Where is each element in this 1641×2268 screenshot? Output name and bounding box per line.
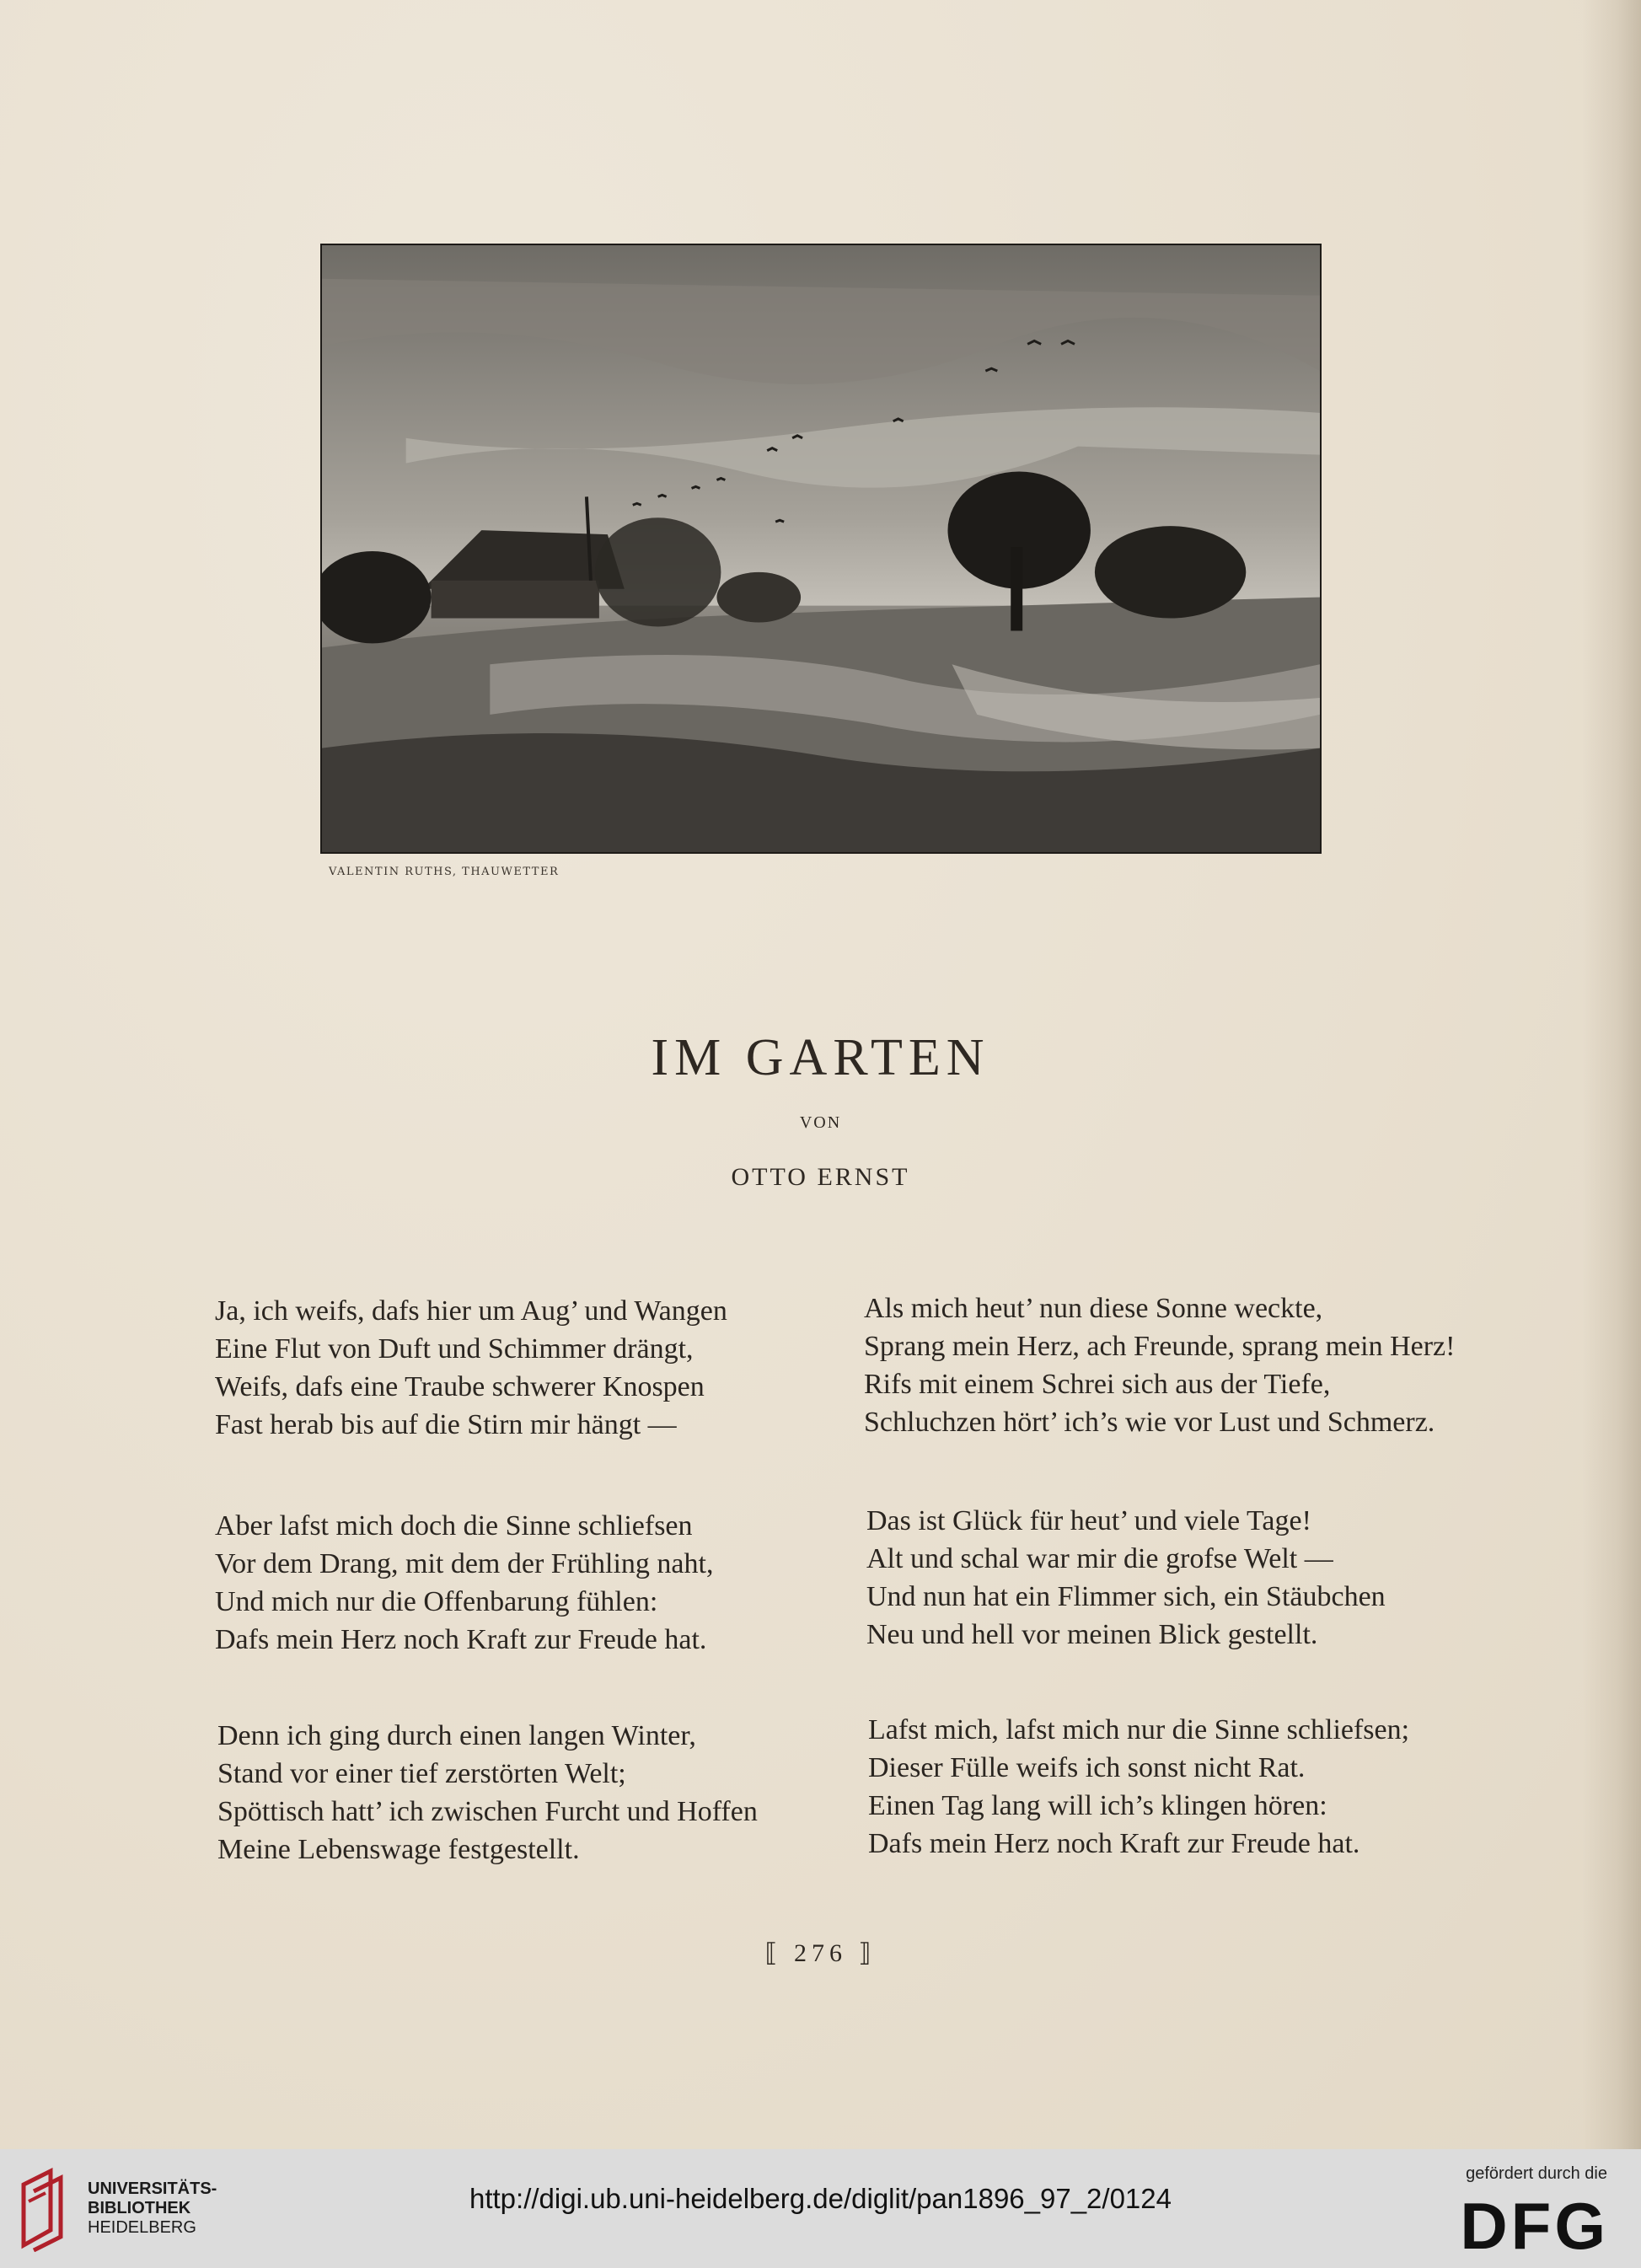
verse-line: Lafst mich, lafst mich nur die Sinne schliefsen; xyxy=(868,1714,1410,1745)
verse-line: Spöttisch hatt’ ich zwischen Furcht und Hoffen xyxy=(217,1796,758,1827)
stanza-left-1 xyxy=(215,1292,727,1444)
verse-line: Vor dem Drang, mit dem der Frühling naht, xyxy=(215,1548,714,1579)
verse-line: Schluchzen hört’ ich’s wie vor Lust und Schmerz. xyxy=(864,1407,1435,1438)
stanza-left-3 xyxy=(217,1717,758,1869)
verse-line: Dieser Fülle weifs ich sonst nicht Rat. xyxy=(868,1752,1306,1783)
verse-line: Weifs, dafs eine Traube schwerer Knospen xyxy=(215,1371,705,1402)
verse-line: Aber lafst mich doch die Sinne schliefsen xyxy=(215,1510,693,1541)
verse-line: Das ist Glück für heut’ und viele Tage! xyxy=(866,1505,1311,1536)
verse-line: Einen Tag lang will ich’s klingen hören: xyxy=(868,1790,1327,1821)
verse-line: Und mich nur die Offenbarung fühlen: xyxy=(215,1586,658,1617)
verse-line: Stand vor einer tief zerstörten Welt; xyxy=(217,1758,626,1789)
verse-line: Dafs mein Herz noch Kraft zur Freude hat. xyxy=(215,1624,707,1655)
funding-note: gefördert durch die xyxy=(1466,2164,1607,2183)
thaw-landscape-image xyxy=(322,245,1320,852)
verse-line: Dafs mein Herz noch Kraft zur Freude hat. xyxy=(868,1828,1360,1859)
poem-title: IM GARTEN xyxy=(651,1029,990,1086)
verse-line: Fast herab bis auf die Stirn mir hängt — xyxy=(215,1409,677,1440)
stanza-right-2 xyxy=(866,1502,1386,1654)
verse-line: Alt und schal war mir die grofse Welt — xyxy=(866,1543,1333,1574)
library-name-line: BIBLIOTHEK xyxy=(88,2199,191,2217)
viewer-footer xyxy=(0,2149,1641,2268)
stanza-left-2 xyxy=(215,1507,713,1659)
verse-line: Ja, ich weifs, dafs hier um Aug’ und Wangen xyxy=(215,1295,727,1327)
library-name-line: UNIVERSITÄTS- xyxy=(88,2180,217,2198)
dfg-logo[interactable]: DFG xyxy=(1460,2189,1609,2263)
permalink-url[interactable]: http://digi.ub.uni-heidelberg.de/diglit/pan1896_97_2/0124 xyxy=(469,2183,1172,2214)
verse-line: Rifs mit einem Schrei sich aus der Tiefe, xyxy=(864,1369,1331,1400)
byline-von: VON xyxy=(799,1113,842,1132)
page-number: ⟦ 276 ⟧ xyxy=(764,1939,877,1967)
verse-line: Und nun hat ein Flimmer sich, ein Stäubchen xyxy=(866,1581,1386,1612)
verse-line: Eine Flut von Duft und Schimmer drängt, xyxy=(215,1333,694,1365)
library-name-line: HEIDELBERG xyxy=(88,2218,196,2237)
stanza-right-1 xyxy=(864,1289,1455,1441)
verse-line: Sprang mein Herz, ach Freunde, sprang mein Herz! xyxy=(864,1331,1456,1362)
verse-line: Neu und hell vor meinen Blick gestellt. xyxy=(866,1619,1318,1650)
stanza-right-3 xyxy=(868,1711,1409,1863)
verse-line: Denn ich ging durch einen langen Winter, xyxy=(217,1720,696,1751)
landscape-illustration xyxy=(320,244,1322,854)
poem-author: OTTO ERNST xyxy=(731,1163,910,1191)
verse-line: Als mich heut’ nun diese Sonne weckte, xyxy=(864,1293,1323,1324)
verse-line: Meine Lebenswage festgestellt. xyxy=(217,1834,580,1865)
illustration-caption: VALENTIN RUTHS, THAUWETTER xyxy=(329,866,560,878)
